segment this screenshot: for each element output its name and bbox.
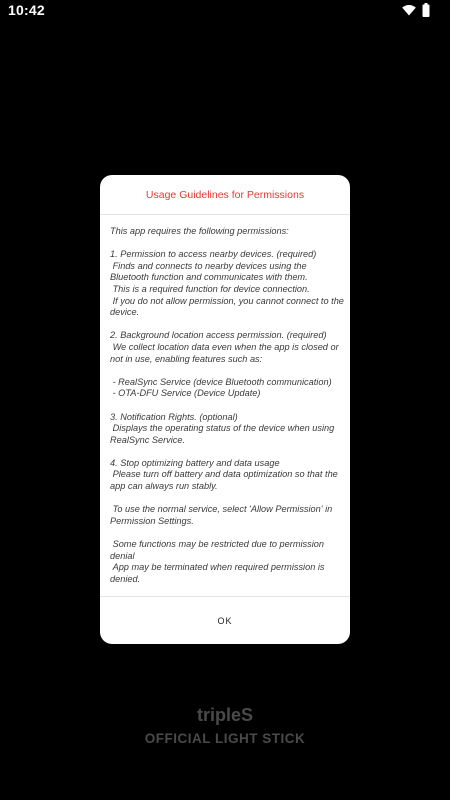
brand-subtitle: OFFICIAL LIGHT STICK: [144, 731, 306, 746]
wifi-icon: [402, 4, 416, 16]
status-bar: [0, 0, 450, 22]
status-time: 10:42: [8, 2, 45, 18]
battery-icon: [422, 3, 430, 17]
button-divider: [100, 596, 350, 597]
dialog-body-text[interactable]: This app requires the following permissions: 1. Permission to access nearby devices. (required) Finds and connects to nearby devices using the Bluetooth function and communicates with them. This is a required function for device connection. If you do not allow permission, you cannot connect to the device. 2. Background location access permission. (required) We collect location data even when the app is closed or not in use, enabling features such as: - RealSync Service (device Bluetooth communication) - OTA-DFU Service (Device Update) 3. Notification Rights. (optional) Displays the operating status of the device when using RealSync Service. 4. Stop optimizing battery and data usage Please turn off battery and data optimization so that the app can always run stably. To use the normal service, select 'Allow Permission' in Permission Settings. Some functions may be restricted due to permission denial App may be terminated when required permission is denied.: [110, 226, 344, 584]
brand-name: tripleS: [196, 705, 253, 725]
title-divider: [100, 214, 350, 215]
status-icons: [402, 3, 430, 17]
ok-button[interactable]: OK: [217, 616, 233, 626]
dialog-title: Usage Guidelines for Permissions: [145, 189, 305, 201]
permissions-dialog: [100, 175, 350, 644]
